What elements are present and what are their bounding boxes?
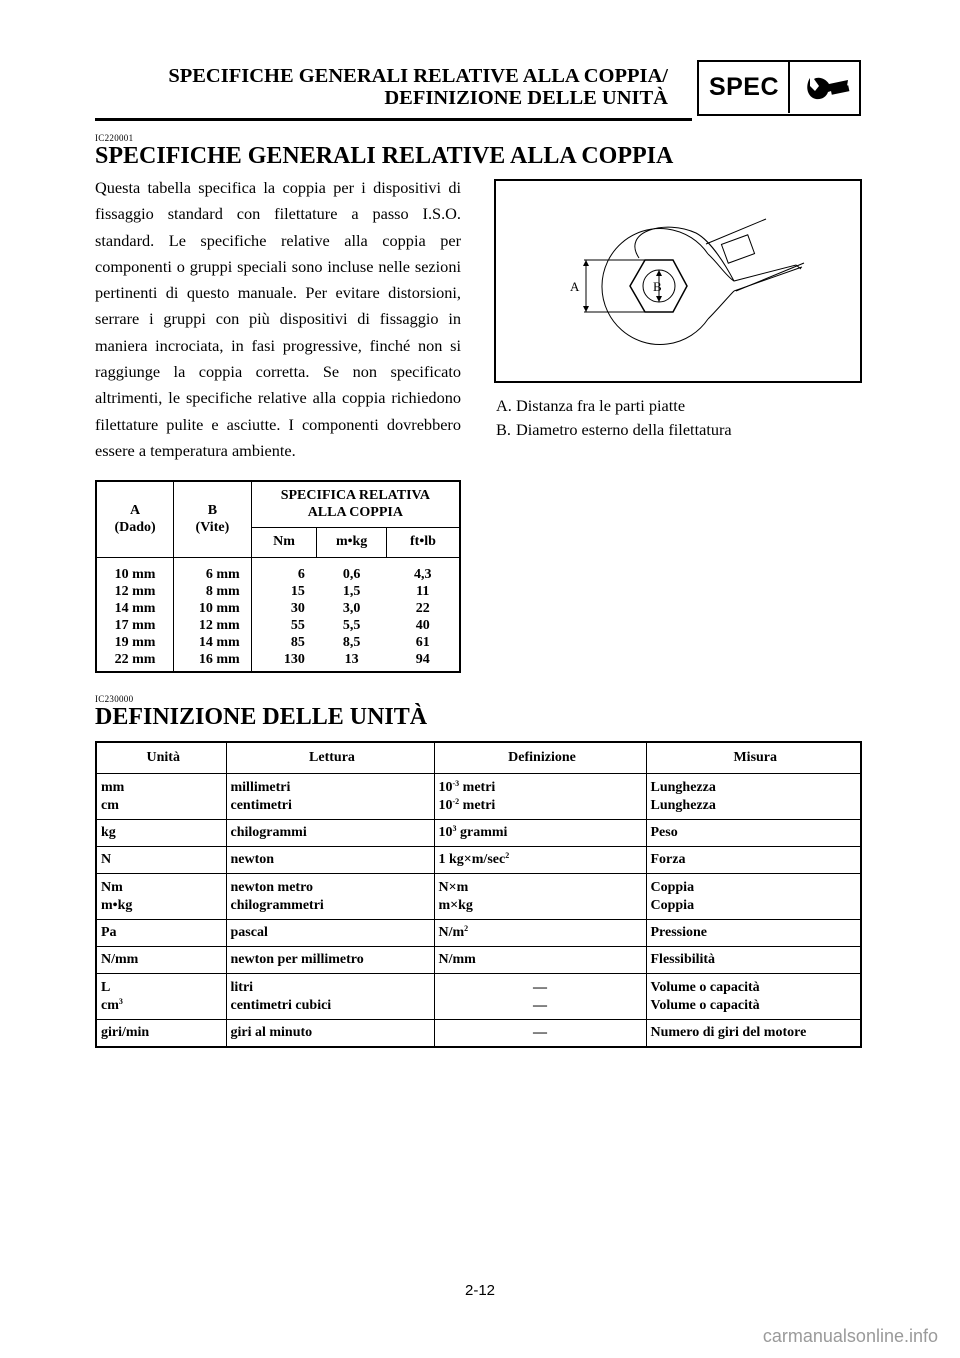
caption-b — [496, 420, 732, 440]
torque-unit-mkg: m•kg — [317, 527, 387, 557]
torque-b-value: 10 mm — [198, 600, 240, 616]
cell-line: Volume o capacità — [650, 997, 760, 1013]
torque-b-value: 16 mm — [198, 651, 240, 667]
torque-ftlb-value: 11 — [416, 583, 430, 599]
units-cell-reading — [226, 974, 434, 1020]
def-base: 10 — [438, 825, 453, 841]
header-title-line1: SPECIFICHE GENERALI RELATIVE ALLA COPPIA/ — [168, 65, 668, 87]
torque-col-a-header — [96, 481, 174, 557]
table-row — [96, 820, 861, 847]
cell-line: Lunghezza — [650, 797, 716, 813]
def-base: N/m — [438, 925, 465, 941]
spec-badge-label: SPEC — [708, 73, 780, 101]
units-cell-measure — [646, 974, 861, 1020]
table-row — [96, 974, 861, 1020]
torque-nm-value: 30 — [290, 600, 305, 616]
torque-mkg-value: 13 — [344, 651, 359, 667]
header-title-line2: DEFINIZIONE DELLE UNITÀ — [384, 87, 668, 109]
units-cell-definition — [434, 820, 646, 847]
torque-mkg-value: 3,0 — [342, 600, 361, 616]
wrench-figure — [494, 179, 862, 383]
torque-col-b-label: B — [207, 503, 218, 519]
caption-a-text: Distanza fra le parti piatte — [516, 396, 686, 415]
units-cell-measure: Peso — [646, 820, 861, 847]
torque-b-value: 6 mm — [205, 566, 240, 582]
torque-col-a-label: A — [130, 503, 141, 519]
torque-col-b-header — [174, 481, 252, 557]
torque-mkg-values — [317, 557, 387, 672]
table-row — [96, 847, 861, 874]
units-table — [95, 741, 862, 1048]
torque-a-value: 10 mm — [114, 566, 156, 582]
units-header-reading: Lettura — [226, 742, 434, 774]
torque-mkg-value: 5,5 — [342, 617, 361, 633]
torque-nm-value: 55 — [290, 617, 305, 633]
def-base: cm — [101, 997, 119, 1013]
caption-a — [496, 396, 685, 416]
cell-line: Lunghezza — [650, 780, 716, 795]
torque-ftlb-value: 22 — [415, 600, 430, 616]
torque-a-value: 14 mm — [114, 600, 156, 616]
figure-label-a: A — [570, 279, 580, 294]
spec-badge-divider — [788, 62, 790, 113]
units-cell-reading: pascal — [226, 920, 434, 947]
torque-b-value: 14 mm — [198, 634, 240, 650]
torque-nm-value: 6 — [297, 566, 305, 582]
def-base: 10 — [438, 780, 453, 795]
section-title-units: DEFINIZIONE DELLE UNITÀ — [95, 704, 428, 730]
cell-line: N×m — [438, 880, 469, 895]
units-header-unit: Unità — [96, 742, 226, 774]
table-row — [96, 920, 861, 947]
wrench-diagram — [496, 181, 860, 381]
units-cell-unit: N — [96, 847, 226, 874]
caption-a-key: A. — [496, 396, 512, 415]
torque-a-value: 17 mm — [114, 617, 156, 633]
section-code-torque: IC220001 — [95, 133, 134, 143]
torque-b-values — [174, 557, 252, 672]
torque-nm-value: 85 — [290, 634, 305, 650]
caption-b-text: Diametro esterno della filettatura — [516, 420, 732, 439]
cell-line: — — [533, 980, 547, 995]
cell-line — [439, 797, 646, 815]
def-exp: -3 — [452, 779, 460, 788]
units-cell-unit — [96, 774, 226, 820]
torque-nm-value: 15 — [290, 583, 305, 599]
table-row — [96, 774, 861, 820]
units-cell-definition — [434, 874, 646, 920]
units-cell-unit — [96, 874, 226, 920]
torque-table — [95, 480, 461, 673]
cell-line — [439, 779, 646, 797]
torque-nm-value: 130 — [283, 651, 305, 667]
cell-line: Nm — [101, 880, 123, 895]
cell-line: newton metro — [230, 880, 314, 895]
torque-spec-header — [251, 481, 460, 527]
torque-ftlb-values — [386, 557, 460, 672]
section-code-units: IC230000 — [95, 694, 134, 704]
torque-unit-nm: Nm — [251, 527, 317, 557]
cell-line: chilogrammetri — [230, 897, 324, 913]
units-cell-definition: N/mm — [434, 947, 646, 974]
units-cell-unit: giri/min — [96, 1020, 226, 1047]
torque-ftlb-value: 94 — [415, 651, 430, 667]
cell-line: centimetri — [230, 797, 292, 813]
def-exp: -2 — [452, 796, 460, 806]
torque-spec-header-line1: SPECIFICA RELATIVA — [280, 488, 430, 504]
units-cell-measure: Numero di giri del motore — [646, 1020, 861, 1047]
units-header-measure: Misura — [646, 742, 861, 774]
units-cell-definition: — — [434, 1020, 646, 1047]
units-cell-reading — [226, 774, 434, 820]
units-cell-reading: giri al minuto — [226, 1020, 434, 1047]
page-number: 2-12 — [464, 1282, 496, 1299]
units-cell-measure: Forza — [646, 847, 861, 874]
units-header-definition: Definizione — [434, 742, 646, 774]
torque-unit-ftlb: ft•lb — [386, 527, 460, 557]
section-title-torque: SPECIFICHE GENERALI RELATIVE ALLA COPPIA — [95, 143, 674, 169]
torque-a-value: 19 mm — [114, 634, 156, 650]
watermark: carmanualsonline.info — [762, 1326, 938, 1346]
def-unit: metri — [459, 780, 496, 795]
table-row — [96, 874, 861, 920]
cell-line: litri — [230, 980, 254, 995]
torque-ftlb-value: 4,3 — [413, 566, 432, 582]
torque-b-value: 8 mm — [205, 583, 240, 599]
caption-b-key: B. — [496, 420, 511, 439]
units-cell-measure: Pressione — [646, 920, 861, 947]
torque-mkg-value: 8,5 — [342, 634, 361, 650]
torque-b-value: 12 mm — [198, 617, 240, 633]
spec-badge — [697, 60, 861, 116]
def-unit: grammi — [456, 825, 508, 841]
def-exp: 3 — [118, 996, 123, 1006]
def-exp: 2 — [464, 924, 469, 934]
torque-a-values — [96, 557, 174, 672]
torque-spec-header-line2: ALLA COPPIA — [307, 505, 403, 521]
table-row — [96, 1020, 861, 1047]
units-cell-reading: newton — [226, 847, 434, 874]
cell-line: Coppia — [650, 880, 695, 895]
cell-line: Coppia — [650, 897, 695, 913]
def-exp: 3 — [452, 824, 457, 834]
cell-line: mm — [101, 780, 125, 795]
torque-mkg-value: 0,6 — [342, 566, 361, 582]
wrench-icon — [801, 70, 853, 106]
units-cell-unit — [96, 974, 226, 1020]
units-cell-unit: Pa — [96, 920, 226, 947]
units-cell-measure — [646, 874, 861, 920]
torque-nm-values — [251, 557, 317, 672]
units-cell-unit: kg — [96, 820, 226, 847]
table-row — [96, 947, 861, 974]
cell-line: m×kg — [438, 897, 473, 913]
units-cell-reading: chilogrammi — [226, 820, 434, 847]
cell-line: millimetri — [230, 780, 291, 795]
units-cell-unit: N/mm — [96, 947, 226, 974]
cell-line: m•kg — [101, 897, 133, 913]
torque-a-value: 22 mm — [114, 651, 156, 667]
cell-line — [101, 997, 226, 1015]
cell-line: cm — [101, 797, 119, 813]
cell-line: L — [101, 980, 111, 995]
torque-a-value: 12 mm — [114, 583, 156, 599]
torque-mkg-value: 1,5 — [342, 583, 361, 599]
units-cell-reading — [226, 874, 434, 920]
units-cell-definition — [434, 974, 646, 1020]
units-cell-measure — [646, 774, 861, 820]
units-cell-definition — [434, 847, 646, 874]
torque-ftlb-value: 61 — [415, 634, 430, 650]
header-rule — [95, 118, 692, 121]
def-base: 1 kg×m/sec — [438, 852, 506, 868]
units-cell-reading: newton per millimetro — [226, 947, 434, 974]
torque-col-b-sub: (Vite) — [195, 520, 230, 536]
torque-ftlb-value: 40 — [415, 617, 430, 633]
figure-label-b: B — [653, 279, 662, 294]
units-cell-measure: Flessibilità — [646, 947, 861, 974]
cell-line: centimetri cubici — [230, 997, 332, 1013]
cell-line: — — [533, 997, 547, 1013]
torque-col-a-sub: (Dado) — [114, 520, 156, 536]
cell-line: Volume o capacità — [650, 980, 760, 995]
def-exp: 2 — [505, 851, 510, 861]
units-cell-definition — [434, 774, 646, 820]
def-base: 10 — [438, 797, 453, 813]
units-cell-definition — [434, 920, 646, 947]
torque-paragraph: Questa tabella specifica la coppia per i dispositivi di fissaggio standard con filettature a passo I.S.O. standard. Le specifiche relative alla coppia per componenti o gruppi speciali sono incluse nelle sezioni pertinenti di questo manuale. Per evitare distorsioni, serrare i gruppi con più dispositivi di fissaggio in maniera incrociata, in fasi progressive, finché non si raggiunge la coppia corretta. Se non specificato altrimenti, le specifiche relative alla coppia richiedono filettature pulite e asciutte. I componenti dovrebbero essere a temperatura ambiente. — [95, 178, 461, 460]
def-unit: metri — [459, 797, 496, 813]
